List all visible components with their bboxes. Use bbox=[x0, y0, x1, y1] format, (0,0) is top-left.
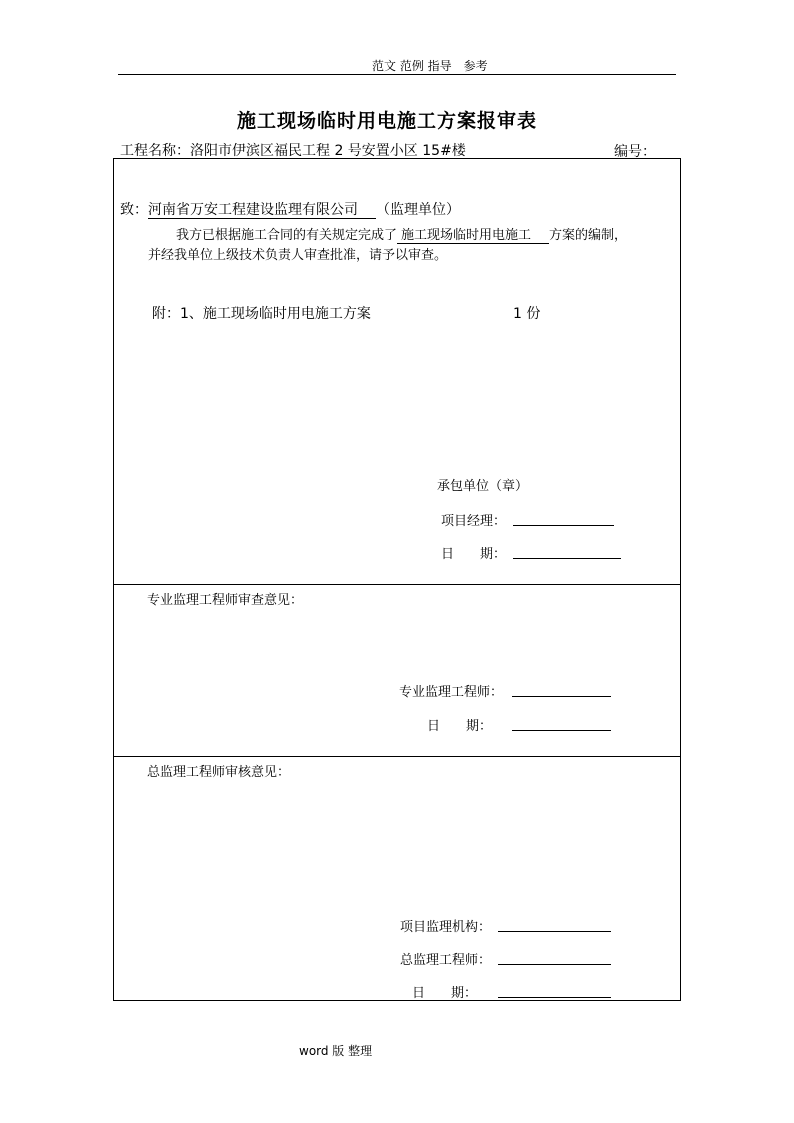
section-divider-2 bbox=[113, 756, 681, 757]
specialist-review-heading: 专业监理工程师审查意见： bbox=[147, 593, 304, 608]
statement-underline-tail bbox=[535, 229, 549, 244]
review-form-table bbox=[113, 158, 681, 1001]
statement-line-2: 并经我单位上级技术负责人审查批准，请予以审查。 bbox=[148, 248, 448, 263]
project-manager-label: 项目经理： bbox=[441, 514, 507, 529]
attachment-item: 附：1、施工现场临时用电施工方案 bbox=[152, 306, 371, 322]
section-divider-1 bbox=[113, 584, 681, 585]
page-header: 范文 范例 指导 参考 bbox=[372, 59, 488, 73]
contractor-seal-label: 承包单位（章） bbox=[437, 479, 529, 494]
section3-date-line bbox=[498, 983, 611, 998]
section2-date-line bbox=[512, 716, 611, 731]
chief-engineer-label: 总监理工程师： bbox=[400, 953, 492, 968]
project-name-row bbox=[120, 140, 466, 160]
statement-plan-name: 施工现场临时用电施工 bbox=[397, 228, 535, 244]
addressee-company: 河南省万安工程建设监理有限公司 bbox=[148, 202, 358, 218]
section1-date-line bbox=[513, 544, 621, 559]
page-footer: word 版 整理 bbox=[299, 1044, 373, 1058]
project-manager-signature-line bbox=[513, 511, 614, 526]
supervision-org-signature-line bbox=[498, 917, 611, 932]
project-number-label: 编号： bbox=[614, 144, 656, 160]
section3-date-label: 日 期： bbox=[412, 986, 478, 1001]
addressee-prefix: 致： bbox=[120, 202, 148, 218]
supervision-org-label: 项目监理机构： bbox=[400, 920, 492, 935]
statement-line-1 bbox=[176, 224, 627, 244]
attachment-count: 1 份 bbox=[513, 306, 541, 322]
addressee-line bbox=[120, 199, 460, 219]
addressee-suffix: （监理单位） bbox=[376, 202, 460, 218]
section2-date-label: 日 期： bbox=[427, 719, 493, 734]
statement-part1: 我方已根据施工合同的有关规定完成了 bbox=[176, 228, 398, 243]
chief-review-heading: 总监理工程师审核意见： bbox=[147, 765, 291, 780]
chief-engineer-signature-line bbox=[498, 950, 611, 965]
statement-part2: 方案的编制， bbox=[549, 228, 628, 243]
project-name-value: 洛阳市伊滨区福民工程 2 号安置小区 15#楼 bbox=[190, 143, 466, 159]
addressee-underline-tail bbox=[358, 204, 376, 219]
section1-date-label: 日 期： bbox=[441, 547, 507, 562]
project-name-label: 工程名称： bbox=[120, 143, 190, 159]
page-title: 施工现场临时用电施工方案报审表 bbox=[237, 110, 538, 132]
specialist-engineer-signature-line bbox=[512, 682, 611, 697]
specialist-engineer-label: 专业监理工程师： bbox=[399, 685, 504, 700]
header-divider bbox=[118, 74, 676, 75]
